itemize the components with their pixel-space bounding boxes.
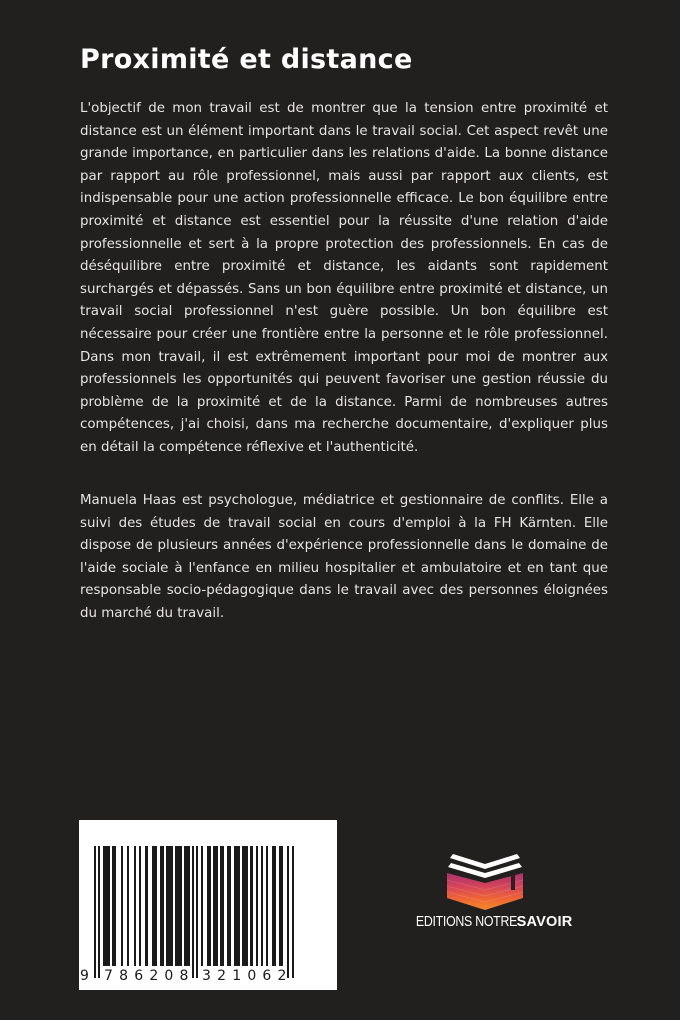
barcode-digit-first: 9 — [80, 968, 89, 984]
barcode-digits-right: 321062 — [202, 968, 293, 984]
barcode-icon — [79, 820, 337, 990]
publisher-name — [390, 914, 580, 930]
isbn-barcode — [79, 820, 337, 990]
author-bio: Manuela Haas est psychologue, médiatrice et gestionnaire de conflits. Elle a suivi des études de travail social en cours d'emploi à la FH Kärnten. Elle dispose de plusieurs années d'expérience professionnelle dans le domaine de l'aide sociale à l'enfance en milieu hospitalier et ambulatoire et en tant que responsable socio-pédagogique dans le travail avec des personnes éloignées du marché du travail. — [80, 493, 608, 621]
book-summary: L'objectif de mon travail est de montrer que la tension entre proximité et distance est un élément important dans le travail social. Cet aspect revêt une grande importance, en particulier dans les relations d'aide. La bonne distance par rapport au rôle professionnel, mais aussi par rapport aux clients, est indispensable pour une action professionnelle efficace. Le bon équilibre entre proximité et distance est essentiel pour la réussite d'une relation d'aide professionnelle et sert à la propre protection des professionnels. En cas de déséquilibre entre proximité et distance, les aidants sont rapidement surchargés et dépassés. Sans un bon équilibre entre proximité et distance, un travail social professionnel n'est guère possible. Un bon équilibre est nécessaire pour créer une frontière entre la personne et le rôle professionnel. Dans mon travail, il est extrêmement important pour moi de montrer aux professionnels les opportunités qui peuvent favoriser une gestion réussie du problème de la proximité et de la distance. Parmi de nombreuses autres compétences, j'ai choisi, dans ma recherche documentaire, d'expliquer plus en détail la compétence réflexive et l'authenticité. — [80, 101, 608, 455]
publisher-logo — [390, 848, 580, 938]
book-chevron-logo-icon — [445, 854, 525, 912]
book-title: Proximité et distance — [80, 44, 413, 75]
barcode-digits-left: 786208 — [104, 968, 195, 984]
publisher-name-light: EDITIONS NOTRE — [415, 914, 517, 930]
publisher-name-bold: SAVOIR — [516, 914, 573, 930]
